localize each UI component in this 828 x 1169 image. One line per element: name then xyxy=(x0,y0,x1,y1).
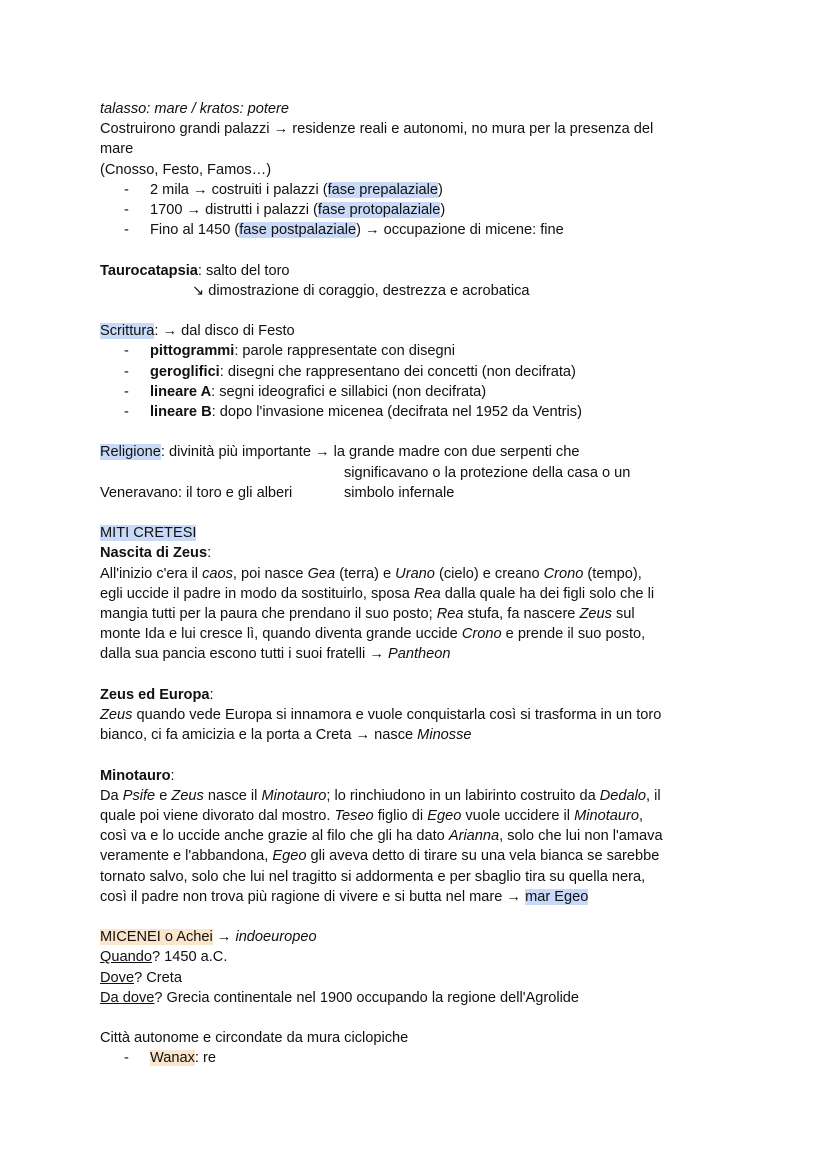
bullet: - xyxy=(124,383,129,400)
tauro-arrow-line: ↘ dimostrazione di coraggio, destrezza e acrobatica xyxy=(192,282,530,299)
minotauro-title: Minotauro xyxy=(100,767,171,784)
text-run: , il xyxy=(646,787,661,804)
tauro-line xyxy=(100,261,740,281)
zeus-title: Nascita di Zeus xyxy=(100,545,208,562)
italic-term: Teseo xyxy=(334,807,374,824)
miti-title: MITI CRETESI xyxy=(100,525,197,542)
religione-line-3 xyxy=(100,483,740,503)
dove-text: ? Creta xyxy=(134,969,182,986)
text-run: monte Ida e lui cresce lì, quando diventa grande uccide xyxy=(100,626,462,643)
phase-highlight: fase protopalaziale xyxy=(317,202,441,219)
italic-term: Minotauro xyxy=(261,787,327,804)
term: geroglifici xyxy=(150,363,220,380)
list-item xyxy=(100,341,740,361)
list-item xyxy=(100,220,740,240)
text-run: tornato salvo, solo che lui nel tragitto si addormenta e per sbaglio tira su quella nera, xyxy=(100,868,646,885)
text-run: sul xyxy=(611,605,635,622)
quando-line xyxy=(100,947,740,967)
zeus-heading: Nascita di Zeus: xyxy=(100,545,212,562)
term: pittogrammi xyxy=(150,343,235,360)
italic-term: Crono xyxy=(543,565,584,582)
italic-term: Zeus xyxy=(171,787,204,804)
italic-term: Gea xyxy=(307,565,336,582)
europa-paragraph xyxy=(100,705,740,745)
phase-highlight: fase postpalaziale xyxy=(239,222,357,239)
italic-term: Zeus xyxy=(100,706,133,723)
zeus-paragraph xyxy=(100,564,740,665)
italic-term: Zeus xyxy=(579,605,612,622)
religione-text: : divinità più importante → la grande madre con due serpenti che xyxy=(160,444,580,461)
list-item xyxy=(100,200,740,220)
italic-term: Psife xyxy=(122,787,156,804)
text-run: mangia tutti per la paura che prendano il suo posto; xyxy=(100,605,437,622)
bullet: - xyxy=(124,222,129,239)
palaces-examples: (Cnosso, Festo, Famos…) xyxy=(100,161,272,178)
italic-term: Minosse xyxy=(417,727,472,744)
text-run: bianco, ci fa amicizia e la porta a Creta → nasce xyxy=(100,727,418,744)
text-run: All'inizio c'era il xyxy=(100,565,203,582)
phase-text: 2 mila → costruiti i palazzi ( xyxy=(150,181,328,198)
phase-text: ) → occupazione di micene: fine xyxy=(356,222,564,239)
religione-line-2 xyxy=(100,463,740,483)
text-run: stufa, fa nascere xyxy=(463,605,580,622)
text-run: ; lo rinchiudono in un labirinto costruito da xyxy=(326,787,600,804)
wanax-text: : re xyxy=(194,1050,216,1067)
text-run: nasce il xyxy=(203,787,262,804)
text-run: vuole uccidere il xyxy=(461,807,575,824)
europa-title: Zeus ed Europa xyxy=(100,686,210,703)
bullet: - xyxy=(124,343,129,360)
text-run: quando vede Europa si innamora e vuole conquistarla così si trasforma in un toro xyxy=(132,706,662,723)
italic-term: Egeo xyxy=(272,848,307,865)
term: lineare B xyxy=(150,404,212,421)
text-run: dalla sua pancia escono tutti i suoi fratelli → xyxy=(100,646,388,663)
palaces-line: Costruirono grandi palazzi → residenze reali e autonomi, no mura per la presenza del xyxy=(100,121,654,138)
text-run: egli uccide il padre in modo da sostituirlo, sposa xyxy=(100,585,414,602)
tauro-text: : salto del toro xyxy=(197,262,290,279)
text-run: e xyxy=(155,787,172,804)
list-item xyxy=(100,362,740,382)
term-desc: : segni ideografici e sillabici (non decifrata) xyxy=(211,383,487,400)
italic-term: Rea xyxy=(436,605,464,622)
europa-heading: Zeus ed Europa: xyxy=(100,686,214,703)
dove-label: Dove xyxy=(100,969,135,986)
document-page xyxy=(100,99,740,1069)
term-desc: : parole rappresentate con disegni xyxy=(234,343,456,360)
tauro-title: Taurocatapsia xyxy=(100,262,198,279)
religione-title: Religione xyxy=(100,444,161,461)
text-run: , poi nasce xyxy=(232,565,308,582)
phase-text: 1700 → distrutti i palazzi ( xyxy=(150,202,318,219)
religione-text: significavano o la protezione della casa o un xyxy=(344,464,631,481)
list-item xyxy=(100,402,740,422)
etymology-line xyxy=(100,99,740,119)
text-run: gli aveva detto di tirare su una vela bianca se sarebbe xyxy=(306,848,660,865)
text-run: (cielo) e creano xyxy=(434,565,544,582)
phase-text: Fino al 1450 ( xyxy=(150,222,240,239)
text-run: figlio di xyxy=(373,807,428,824)
italic-term: Urano xyxy=(395,565,435,582)
micenei-heading xyxy=(100,927,740,947)
quando-text: ? 1450 a.C. xyxy=(151,949,228,966)
italic-term: Crono xyxy=(461,626,502,643)
phases-list xyxy=(100,180,740,241)
wanax-term: Wanax xyxy=(150,1050,195,1067)
veneravano-text: Veneravano: il toro e gli alberi xyxy=(100,484,293,501)
italic-term: Rea xyxy=(413,585,441,602)
list-item xyxy=(100,382,740,402)
list-item xyxy=(100,180,740,200)
bullet: - xyxy=(124,1050,129,1067)
scrittura-line xyxy=(100,321,740,341)
bullet: - xyxy=(124,363,129,380)
dadove-label: Da dove xyxy=(100,989,155,1006)
bullet: - xyxy=(124,202,129,219)
text-run: quale poi viene divorato dal mostro. xyxy=(100,807,335,824)
italic-term: caos xyxy=(202,565,233,582)
text-run: , xyxy=(639,807,644,824)
quando-label: Quando xyxy=(100,949,152,966)
micenei-list xyxy=(100,1048,740,1068)
text-run: così va e lo uccide anche grazie al filo che gli ha dato xyxy=(100,828,449,845)
miti-heading-line xyxy=(100,523,740,543)
text-run: , solo che lui non l'amava xyxy=(499,828,663,845)
italic-term: Pantheon xyxy=(387,646,451,663)
text-run: così il padre non trova più ragione di vivere e si butta nel mare → xyxy=(100,888,526,905)
italic-term: Dedalo xyxy=(599,787,646,804)
text-run: (tempo), xyxy=(583,565,642,582)
micenei-title: MICENEI o Achei xyxy=(100,929,213,946)
term-desc: : disegni che rappresentano dei concetti (non decifrata) xyxy=(219,363,576,380)
etymology-text: talasso: mare / kratos: potere xyxy=(100,101,289,117)
scrittura-text: : → dal disco di Festo xyxy=(154,323,295,340)
text-run: (terra) e xyxy=(335,565,396,582)
minotauro-paragraph xyxy=(100,786,740,907)
religione-line xyxy=(100,442,740,462)
bullet: - xyxy=(124,181,129,198)
palaces-line-cont: mare xyxy=(100,141,134,158)
scrittura-title: Scrittura xyxy=(100,323,155,340)
minotauro-heading: Minotauro: xyxy=(100,767,175,784)
dadove-text: ? Grecia continentale nel 1900 occupando la regione dell'Agrolide xyxy=(154,989,580,1006)
dove-line xyxy=(100,968,740,988)
italic-term: Arianna xyxy=(448,828,500,845)
term-desc: : dopo l'invasione micenea (decifrata nel 1952 da Ventris) xyxy=(211,404,582,421)
dadove-line xyxy=(100,988,740,1008)
italic-term: Minotauro xyxy=(574,807,639,824)
bullet: - xyxy=(124,404,129,421)
citta-line: Città autonome e circondate da mura ciclopiche xyxy=(100,1030,409,1047)
phase-text: ) xyxy=(437,181,443,198)
phase-text: ) xyxy=(440,202,446,219)
religione-text: simbolo infernale xyxy=(344,484,455,501)
phase-highlight: fase prepalaziale xyxy=(327,181,438,198)
highlight-term: mar Egeo xyxy=(525,888,589,905)
italic-term: Egeo xyxy=(427,807,462,824)
text-run: e prende il suo posto, xyxy=(501,626,646,643)
arrow-text: → xyxy=(212,929,236,946)
text-run: veramente e l'abbandona, xyxy=(100,848,273,865)
term: lineare A xyxy=(150,383,212,400)
list-item xyxy=(100,1048,740,1068)
text-run: Da xyxy=(100,787,123,804)
text-run: dalla quale ha dei figli solo che li xyxy=(440,585,655,602)
scrittura-list xyxy=(100,341,740,422)
micenei-origin: indoeuropeo xyxy=(235,929,317,946)
